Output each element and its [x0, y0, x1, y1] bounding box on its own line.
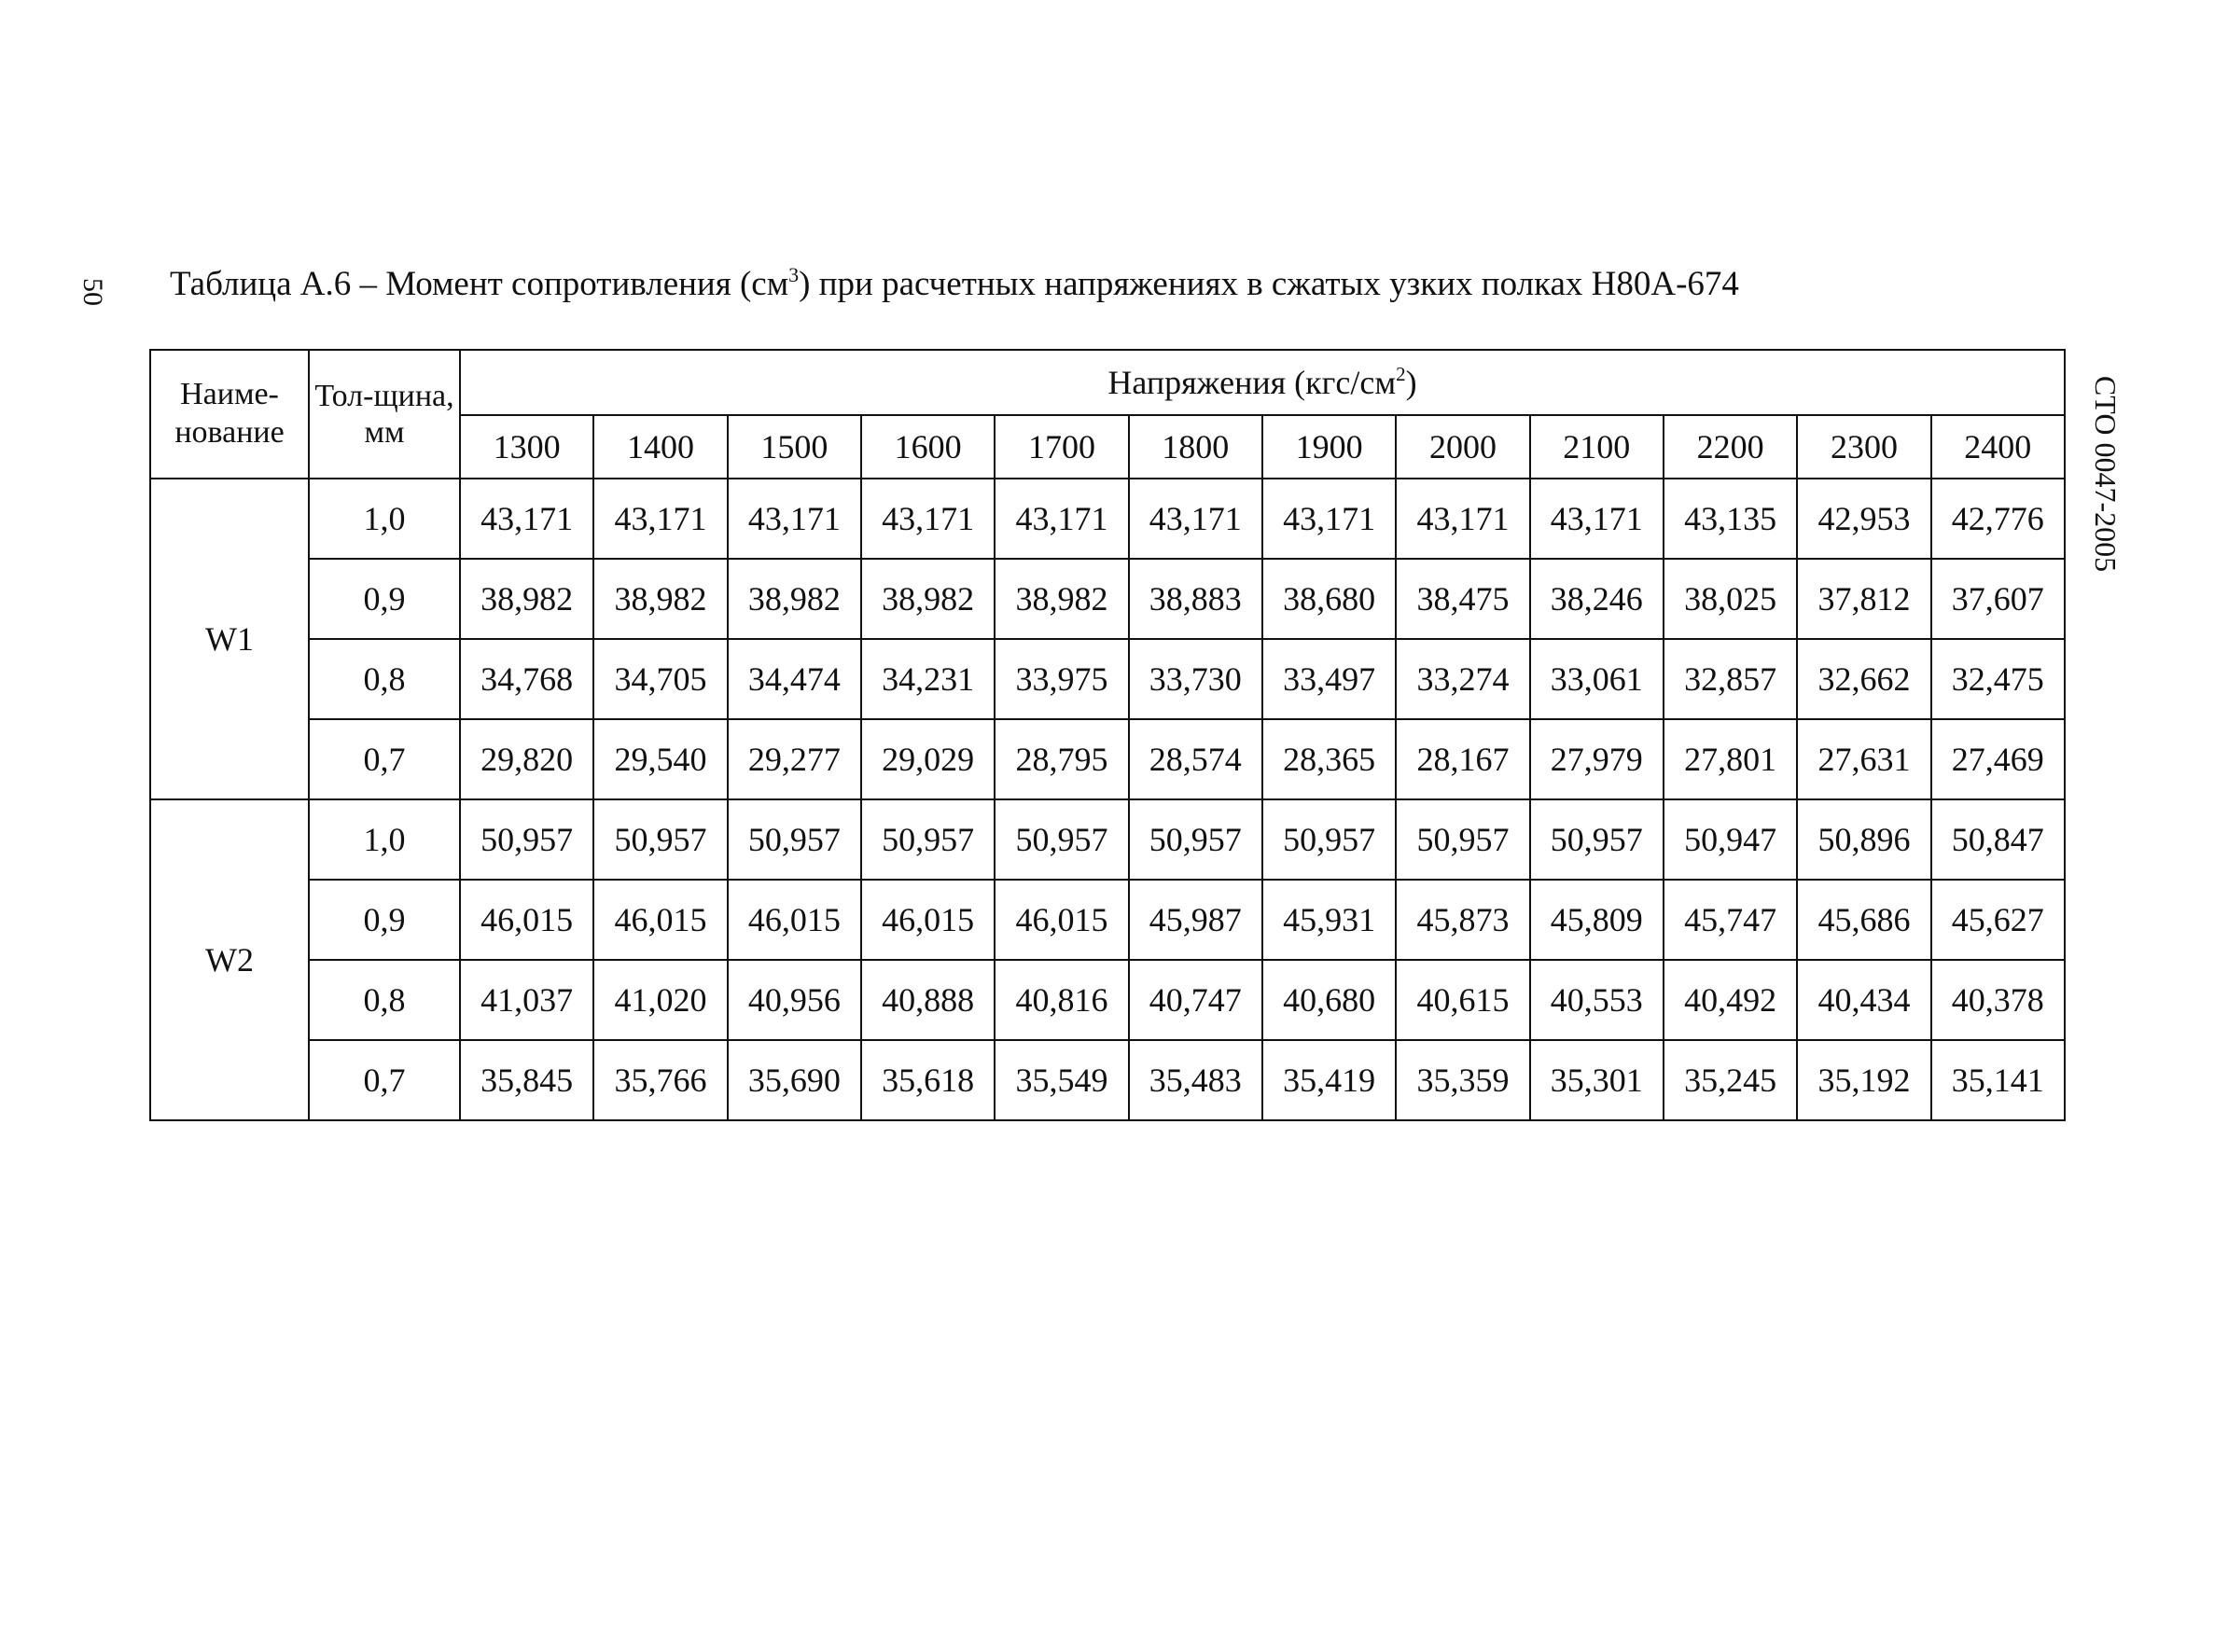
- value-cell: 46,015: [593, 880, 727, 960]
- value-cell: 46,015: [460, 880, 593, 960]
- value-cell: 38,680: [1262, 559, 1396, 639]
- value-cell: 34,768: [460, 639, 593, 719]
- stress-header-cell: 1300: [460, 415, 593, 479]
- page-number: 50: [77, 278, 108, 306]
- table-caption: [170, 263, 1739, 304]
- table-row: [150, 880, 2065, 960]
- value-cell: 38,246: [1530, 559, 1664, 639]
- value-cell: 46,015: [861, 880, 995, 960]
- value-cell: 40,434: [1797, 960, 1930, 1040]
- value-cell: 40,378: [1931, 960, 2065, 1040]
- thickness-cell: 0,8: [309, 639, 460, 719]
- value-cell: 34,705: [593, 639, 727, 719]
- caption-suffix: ) при расчетных напряжениях в сжатых узких полках Н80А-674: [799, 265, 1739, 303]
- value-cell: 43,171: [1262, 479, 1396, 559]
- value-cell: 50,947: [1664, 799, 1797, 880]
- document-code: СТО 0047-2005: [2089, 375, 2123, 573]
- value-cell: 46,015: [728, 880, 861, 960]
- value-cell: 38,475: [1396, 559, 1529, 639]
- value-cell: 27,979: [1530, 719, 1664, 799]
- thickness-cell: 0,9: [309, 880, 460, 960]
- value-cell: 40,553: [1530, 960, 1664, 1040]
- stress-header-cell: 1800: [1129, 415, 1262, 479]
- value-cell: 45,873: [1396, 880, 1529, 960]
- value-cell: 27,469: [1931, 719, 2065, 799]
- value-cell: 38,982: [460, 559, 593, 639]
- caption-superscript: 3: [788, 263, 800, 286]
- value-cell: 45,627: [1931, 880, 2065, 960]
- value-cell: 50,957: [861, 799, 995, 880]
- value-cell: 35,141: [1931, 1040, 2065, 1120]
- value-cell: 50,896: [1797, 799, 1930, 880]
- value-cell: 50,957: [460, 799, 593, 880]
- value-cell: 33,274: [1396, 639, 1529, 719]
- value-cell: 35,192: [1797, 1040, 1930, 1120]
- thickness-cell: 1,0: [309, 479, 460, 559]
- value-cell: 43,171: [1396, 479, 1529, 559]
- value-cell: 40,956: [728, 960, 861, 1040]
- header-stress-group: [460, 350, 2065, 415]
- thickness-cell: 0,9: [309, 559, 460, 639]
- stress-header-cell: 1900: [1262, 415, 1396, 479]
- value-cell: 32,662: [1797, 639, 1930, 719]
- value-cell: 35,549: [995, 1040, 1128, 1120]
- value-cell: 43,171: [593, 479, 727, 559]
- value-cell: 35,483: [1129, 1040, 1262, 1120]
- value-cell: 35,301: [1530, 1040, 1664, 1120]
- stress-header-cell: 1600: [861, 415, 995, 479]
- value-cell: 43,171: [460, 479, 593, 559]
- value-cell: 42,776: [1931, 479, 2065, 559]
- value-cell: 43,171: [1129, 479, 1262, 559]
- table-row: [150, 559, 2065, 639]
- value-cell: 40,615: [1396, 960, 1529, 1040]
- thickness-cell: 1,0: [309, 799, 460, 880]
- value-cell: 28,167: [1396, 719, 1529, 799]
- table-row: [150, 479, 2065, 559]
- value-cell: 38,982: [593, 559, 727, 639]
- value-cell: 42,953: [1797, 479, 1930, 559]
- value-cell: 33,497: [1262, 639, 1396, 719]
- value-cell: 28,795: [995, 719, 1128, 799]
- table-body: [150, 479, 2065, 1120]
- value-cell: 40,492: [1664, 960, 1797, 1040]
- value-cell: 38,982: [995, 559, 1128, 639]
- value-cell: 41,020: [593, 960, 727, 1040]
- table-row: [150, 799, 2065, 880]
- stress-header-cell: 1400: [593, 415, 727, 479]
- header-name: Наиме-нование: [150, 350, 309, 479]
- value-cell: 40,747: [1129, 960, 1262, 1040]
- value-cell: 45,931: [1262, 880, 1396, 960]
- value-cell: 28,574: [1129, 719, 1262, 799]
- value-cell: 38,883: [1129, 559, 1262, 639]
- value-cell: 27,631: [1797, 719, 1930, 799]
- value-cell: 40,888: [861, 960, 995, 1040]
- value-cell: 43,135: [1664, 479, 1797, 559]
- header-stress-superscript: 2: [1396, 363, 1406, 385]
- table-header: [150, 350, 2065, 479]
- thickness-cell: 0,7: [309, 1040, 460, 1120]
- caption-prefix: Таблица А.6 – Момент сопротивления (см: [170, 265, 789, 303]
- value-cell: 43,171: [861, 479, 995, 559]
- value-cell: 50,957: [1129, 799, 1262, 880]
- value-cell: 46,015: [995, 880, 1128, 960]
- table-row: [150, 960, 2065, 1040]
- value-cell: 29,820: [460, 719, 593, 799]
- value-cell: 50,957: [1262, 799, 1396, 880]
- table-row: [150, 719, 2065, 799]
- value-cell: 35,766: [593, 1040, 727, 1120]
- value-cell: 45,809: [1530, 880, 1664, 960]
- value-cell: 38,025: [1664, 559, 1797, 639]
- stress-header-cell: 1500: [728, 415, 861, 479]
- value-cell: 29,029: [861, 719, 995, 799]
- value-cell: 50,957: [593, 799, 727, 880]
- value-cell: 35,690: [728, 1040, 861, 1120]
- value-cell: 38,982: [861, 559, 995, 639]
- value-cell: 32,857: [1664, 639, 1797, 719]
- value-cell: 50,957: [1530, 799, 1664, 880]
- value-cell: 43,171: [1530, 479, 1664, 559]
- stress-header-cell: 2000: [1396, 415, 1529, 479]
- table-row: [150, 639, 2065, 719]
- value-cell: 45,686: [1797, 880, 1930, 960]
- value-cell: 34,474: [728, 639, 861, 719]
- value-cell: 43,171: [728, 479, 861, 559]
- value-cell: 33,061: [1530, 639, 1664, 719]
- stress-header-cell: 2100: [1530, 415, 1664, 479]
- group-name-cell: W2: [150, 799, 309, 1120]
- stress-header-cell: 2300: [1797, 415, 1930, 479]
- value-cell: 45,987: [1129, 880, 1262, 960]
- value-cell: 34,231: [861, 639, 995, 719]
- value-cell: 35,419: [1262, 1040, 1396, 1120]
- value-cell: 37,607: [1931, 559, 2065, 639]
- value-cell: 37,812: [1797, 559, 1930, 639]
- thickness-cell: 0,7: [309, 719, 460, 799]
- group-name-cell: W1: [150, 479, 309, 799]
- section-modulus-table: [149, 349, 2066, 1121]
- stress-header-cell: 2400: [1931, 415, 2065, 479]
- value-cell: 33,975: [995, 639, 1128, 719]
- value-cell: 33,730: [1129, 639, 1262, 719]
- value-cell: 27,801: [1664, 719, 1797, 799]
- stress-header-cell: 2200: [1664, 415, 1797, 479]
- thickness-cell: 0,8: [309, 960, 460, 1040]
- value-cell: 50,957: [1396, 799, 1529, 880]
- value-cell: 35,845: [460, 1040, 593, 1120]
- value-cell: 50,957: [728, 799, 861, 880]
- value-cell: 40,680: [1262, 960, 1396, 1040]
- value-cell: 35,245: [1664, 1040, 1797, 1120]
- stress-header-cell: 1700: [995, 415, 1128, 479]
- value-cell: 45,747: [1664, 880, 1797, 960]
- header-thickness: Тол-щина, мм: [309, 350, 460, 479]
- value-cell: 40,816: [995, 960, 1128, 1040]
- value-cell: 29,540: [593, 719, 727, 799]
- value-cell: 43,171: [995, 479, 1128, 559]
- header-stress-suffix: ): [1405, 364, 1417, 401]
- value-cell: 28,365: [1262, 719, 1396, 799]
- value-cell: 35,618: [861, 1040, 995, 1120]
- header-stress-prefix: Напряжения (кгс/см: [1107, 364, 1397, 401]
- value-cell: 29,277: [728, 719, 861, 799]
- table-row: [150, 1040, 2065, 1120]
- value-cell: 41,037: [460, 960, 593, 1040]
- value-cell: 50,847: [1931, 799, 2065, 880]
- value-cell: 32,475: [1931, 639, 2065, 719]
- value-cell: 50,957: [995, 799, 1128, 880]
- value-cell: 38,982: [728, 559, 861, 639]
- value-cell: 35,359: [1396, 1040, 1529, 1120]
